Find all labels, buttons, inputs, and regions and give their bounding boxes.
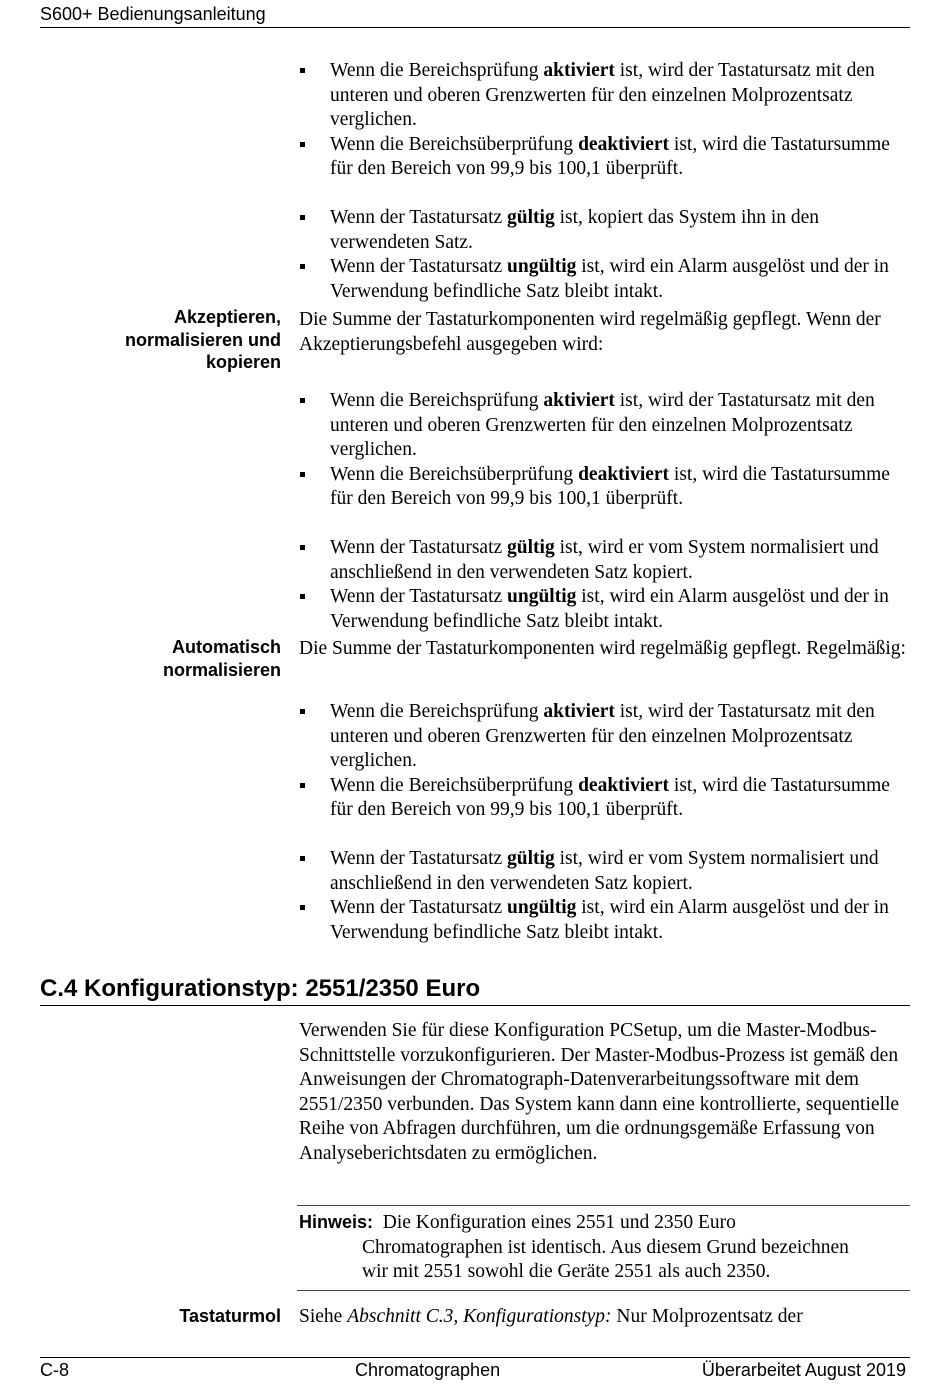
note-box (299, 1210, 899, 1285)
bullet-marker (300, 398, 305, 403)
list-item: Wenn die Bereichsüberprüfung deaktiviert ist, wird die Tastatursumme für den Bereich von 99,9 bis 100,1 überprüft. (298, 774, 910, 823)
bullet-marker (300, 264, 305, 269)
bullet-marker (300, 783, 305, 788)
note-first-line: Hinweis: Die Konfiguration eines 2551 und 2350 Euro (299, 1212, 736, 1233)
list-item: Wenn der Tastatursatz gültig ist, wird er vom System normalisiert und anschließend in den verwendeten Satz kopiert. (298, 847, 910, 896)
section-rule (40, 1005, 910, 1006)
block2-valid-list (298, 536, 910, 634)
bullet-marker (300, 594, 305, 599)
block1-valid-list (298, 206, 910, 304)
block2-intro: Die Summe der Tastaturkomponenten wird regelmäßig gepflegt. Wenn der Akzeptierungsbefehl ausgegeben wird: (299, 309, 881, 355)
list-item: Wenn der Tastatursatz gültig ist, kopiert das System ihn in den verwendeten Satz. (298, 206, 910, 255)
block2-range-list (298, 389, 910, 512)
list-item: Wenn die Bereichsüberprüfung deaktiviert ist, wird die Tastatursumme für den Bereich von 99,9 bis 100,1 überprüft. (298, 463, 910, 512)
list-item: Wenn die Bereichsüberprüfung deaktiviert ist, wird die Tastatursumme für den Bereich von 99,9 bis 100,1 überprüft. (298, 133, 910, 182)
list-item: Wenn der Tastatursatz gültig ist, wird er vom System normalisiert und anschließend in den verwendeten Satz kopiert. (298, 536, 910, 585)
section-title: C.4 Konfigurationstyp: 2551/2350 Euro (40, 975, 481, 1002)
bullet-marker (300, 545, 305, 550)
header-rule (40, 27, 910, 28)
list-item: Wenn die Bereichsprüfung aktiviert ist, wird der Tastatursatz mit den unteren und oberen Grenzwerten für den einzelnen Molprozentsatz verglichen. (298, 59, 910, 133)
bullet-marker (300, 856, 305, 861)
bullet-marker (300, 709, 305, 714)
bullet-marker (300, 905, 305, 910)
footer-rule (40, 1357, 910, 1358)
bullet-marker (300, 68, 305, 73)
block3-valid-list (298, 847, 910, 945)
bullet-marker (300, 215, 305, 220)
block3-intro: Die Summe der Tastaturkomponenten wird regelmäßig gepflegt. Regelmäßig: (299, 638, 906, 659)
list-item: Wenn die Bereichsprüfung aktiviert ist, wird der Tastatursatz mit den unteren und oberen Grenzwerten für den einzelnen Molprozentsatz verglichen. (298, 700, 910, 774)
running-header: S600+ Bedienungsanleitung (40, 4, 266, 24)
side-heading-automatisch: Automatisch normalisieren (162, 637, 281, 680)
note-bottom-rule (297, 1290, 910, 1291)
side-heading-akzeptieren: Akzeptieren, normalisieren und kopieren (124, 307, 281, 372)
footer-revision: Überarbeitet August 2019 (701, 1360, 906, 1380)
tastaturmol-text: Siehe Abschnitt C.3, Konfigurationstyp: Nur Molprozentsatz der (299, 1306, 803, 1327)
footer-page-number: C-8 (40, 1360, 70, 1380)
footer-chapter: Chromatographen (355, 1360, 501, 1380)
list-item: Wenn der Tastatursatz ungültig ist, wird ein Alarm ausgelöst und der in Verwendung befindliche Satz bleibt intakt. (298, 585, 910, 634)
bullet-marker (300, 142, 305, 147)
section-paragraph: Verwenden Sie für diese Konfiguration PCSetup, um die Master-Modbus-Schnittstelle vorzukonfigurieren. Der Master-Modbus-Prozess ist gemäß den Anweisungen der Chromatograph-Datenverarbeitungssoftware mit dem 2551/2350 verbunden. Das System kann dann eine kontrollierte, sequentielle Reihe von Abfragen durchführen, um die ordnungsgemäße Erfassung von Analyseberichtsdaten zu ermöglichen. (299, 1020, 900, 1164)
block1-range-list (298, 59, 910, 182)
list-item: Wenn der Tastatursatz ungültig ist, wird ein Alarm ausgelöst und der in Verwendung befindliche Satz bleibt intakt. (298, 255, 910, 304)
note-line: Chromatographen ist identisch. Aus diesem Grund bezeichnen (362, 1236, 849, 1258)
note-line: wir mit 2551 sowohl die Geräte 2551 als auch 2350. (362, 1261, 771, 1282)
block3-range-list (298, 700, 910, 823)
bullet-marker (300, 472, 305, 477)
side-heading-tastaturmol: Tastaturmol (179, 1306, 281, 1326)
note-label: Hinweis: (299, 1212, 374, 1232)
note-top-rule (297, 1205, 910, 1206)
list-item: Wenn die Bereichsprüfung aktiviert ist, wird der Tastatursatz mit den unteren und oberen Grenzwerten für den einzelnen Molprozentsatz verglichen. (298, 389, 910, 463)
list-item: Wenn der Tastatursatz ungültig ist, wird ein Alarm ausgelöst und der in Verwendung befindliche Satz bleibt intakt. (298, 896, 910, 945)
